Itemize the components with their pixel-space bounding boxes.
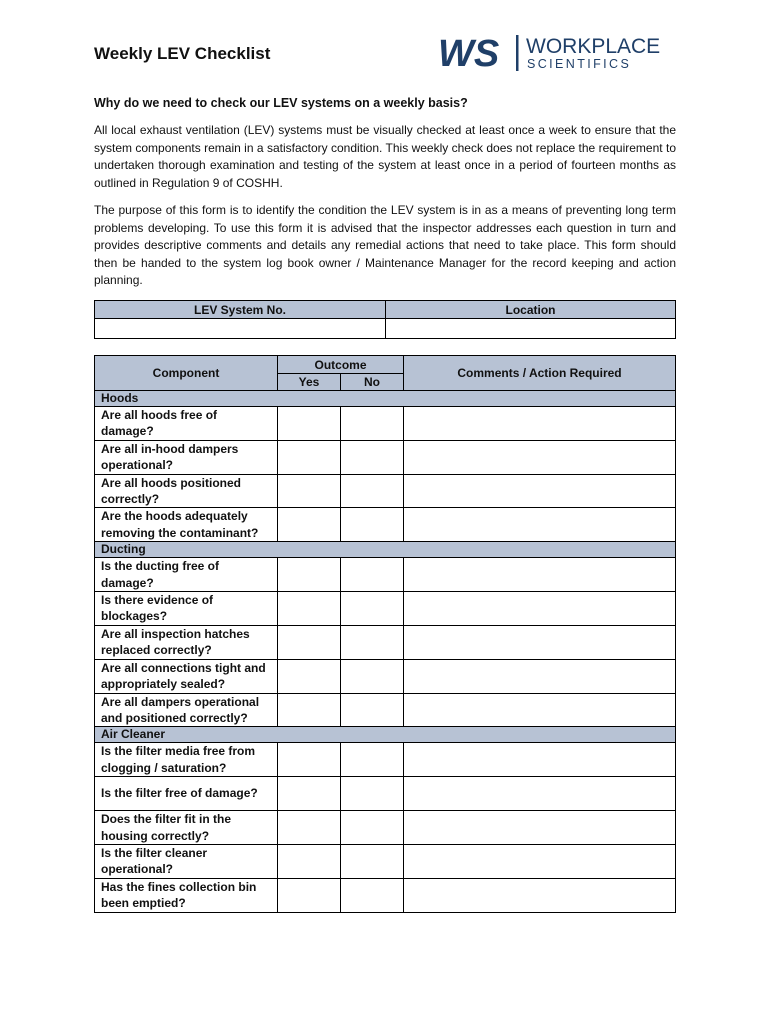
section-title: Ducting <box>95 542 676 558</box>
intro-paragraph-2: The purpose of this form is to identify the condition the LEV system is in as a means of preventing long term problems developing. To use this form it is advised that the inspector addresses each question in turn and provides descriptive comments and details any remedial actions that need to take place. This form should then be handed to the system log book owner / Maintenance Manager for the record keeping and action planning. <box>94 203 676 288</box>
no-cell[interactable] <box>341 558 404 592</box>
no-cell[interactable] <box>341 592 404 626</box>
section-title: Air Cleaner <box>95 727 676 743</box>
lev-system-table <box>94 300 676 339</box>
section-title: Hoods <box>95 391 676 407</box>
yes-cell[interactable] <box>278 558 341 592</box>
comments-cell[interactable] <box>404 743 676 777</box>
no-cell[interactable] <box>341 811 404 845</box>
no-header: No <box>341 374 404 391</box>
no-cell[interactable] <box>341 878 404 912</box>
intro-heading: Why do we need to check our LEV systems on a weekly basis? <box>94 96 468 110</box>
page-title: Weekly LEV Checklist <box>94 44 271 63</box>
question-text: Is the filter cleaner operational? <box>95 844 278 878</box>
no-cell[interactable] <box>341 474 404 508</box>
section-row <box>95 727 676 743</box>
no-cell[interactable] <box>341 659 404 693</box>
no-cell[interactable] <box>341 407 404 441</box>
checklist-row <box>95 878 676 912</box>
no-cell[interactable] <box>341 777 404 811</box>
checklist-row <box>95 743 676 777</box>
question-text: Does the filter fit in the housing correctly? <box>95 811 278 845</box>
comments-cell[interactable] <box>404 878 676 912</box>
comments-cell[interactable] <box>404 508 676 542</box>
question-text: Are all inspection hatches replaced correctly? <box>95 625 278 659</box>
yes-cell[interactable] <box>278 811 341 845</box>
checklist-row <box>95 474 676 508</box>
checklist-row <box>95 508 676 542</box>
question-text: Are all dampers operational and positioned correctly? <box>95 693 278 727</box>
comments-cell[interactable] <box>404 625 676 659</box>
yes-cell[interactable] <box>278 659 341 693</box>
section-row <box>95 391 676 407</box>
svg-text:SCIENTIFICS: SCIENTIFICS <box>527 57 632 71</box>
checklist-row <box>95 693 676 727</box>
comments-cell[interactable] <box>404 592 676 626</box>
checklist-row <box>95 592 676 626</box>
svg-text:WORKPLACE: WORKPLACE <box>526 35 661 58</box>
question-text: Are all in-hood dampers operational? <box>95 440 278 474</box>
checklist-row <box>95 777 676 811</box>
yes-cell[interactable] <box>278 625 341 659</box>
checklist-row <box>95 440 676 474</box>
yes-cell[interactable] <box>278 878 341 912</box>
company-logo <box>438 32 678 74</box>
component-header: Component <box>95 356 278 391</box>
comments-cell[interactable] <box>404 440 676 474</box>
yes-cell[interactable] <box>278 693 341 727</box>
comments-cell[interactable] <box>404 777 676 811</box>
no-cell[interactable] <box>341 625 404 659</box>
comments-cell[interactable] <box>404 844 676 878</box>
yes-cell[interactable] <box>278 743 341 777</box>
lev-system-no-field[interactable] <box>95 319 386 339</box>
comments-cell[interactable] <box>404 693 676 727</box>
no-cell[interactable] <box>341 844 404 878</box>
location-field[interactable] <box>386 319 676 339</box>
intro-paragraph-1: All local exhaust ventilation (LEV) systems must be visually checked at least once a week to ensure that the system components remain in a satisfactory condition. This weekly check does not replace the requirement to undertaken thorough examination and testing of the system at least once in a period of fourteen months as outlined in Regulation 9 of COSHH. <box>94 123 676 190</box>
yes-cell[interactable] <box>278 592 341 626</box>
yes-cell[interactable] <box>278 508 341 542</box>
no-cell[interactable] <box>341 693 404 727</box>
yes-cell[interactable] <box>278 407 341 441</box>
no-cell[interactable] <box>341 440 404 474</box>
checklist-row <box>95 625 676 659</box>
comments-cell[interactable] <box>404 558 676 592</box>
question-text: Is the filter media free from clogging / saturation? <box>95 743 278 777</box>
question-text: Is the filter free of damage? <box>95 777 278 811</box>
checklist-row <box>95 407 676 441</box>
location-header: Location <box>386 301 676 319</box>
comments-header: Comments / Action Required <box>404 356 676 391</box>
section-row <box>95 542 676 558</box>
question-text: Are all hoods positioned correctly? <box>95 474 278 508</box>
no-cell[interactable] <box>341 508 404 542</box>
question-text: Has the fines collection bin been emptied? <box>95 878 278 912</box>
question-text: Are all connections tight and appropriately sealed? <box>95 659 278 693</box>
svg-text:WS: WS <box>438 33 500 74</box>
outcome-header: Outcome <box>278 356 404 374</box>
yes-cell[interactable] <box>278 844 341 878</box>
comments-cell[interactable] <box>404 811 676 845</box>
comments-cell[interactable] <box>404 407 676 441</box>
checklist-row <box>95 811 676 845</box>
checklist-table <box>94 355 676 913</box>
question-text: Is the ducting free of damage? <box>95 558 278 592</box>
yes-cell[interactable] <box>278 777 341 811</box>
comments-cell[interactable] <box>404 474 676 508</box>
question-text: Are the hoods adequately removing the contaminant? <box>95 508 278 542</box>
question-text: Is there evidence of blockages? <box>95 592 278 626</box>
lev-system-no-header: LEV System No. <box>95 301 386 319</box>
yes-cell[interactable] <box>278 474 341 508</box>
no-cell[interactable] <box>341 743 404 777</box>
checklist-row <box>95 844 676 878</box>
checklist-row <box>95 558 676 592</box>
question-text: Are all hoods free of damage? <box>95 407 278 441</box>
comments-cell[interactable] <box>404 659 676 693</box>
checklist-row <box>95 659 676 693</box>
yes-cell[interactable] <box>278 440 341 474</box>
yes-header: Yes <box>278 374 341 391</box>
